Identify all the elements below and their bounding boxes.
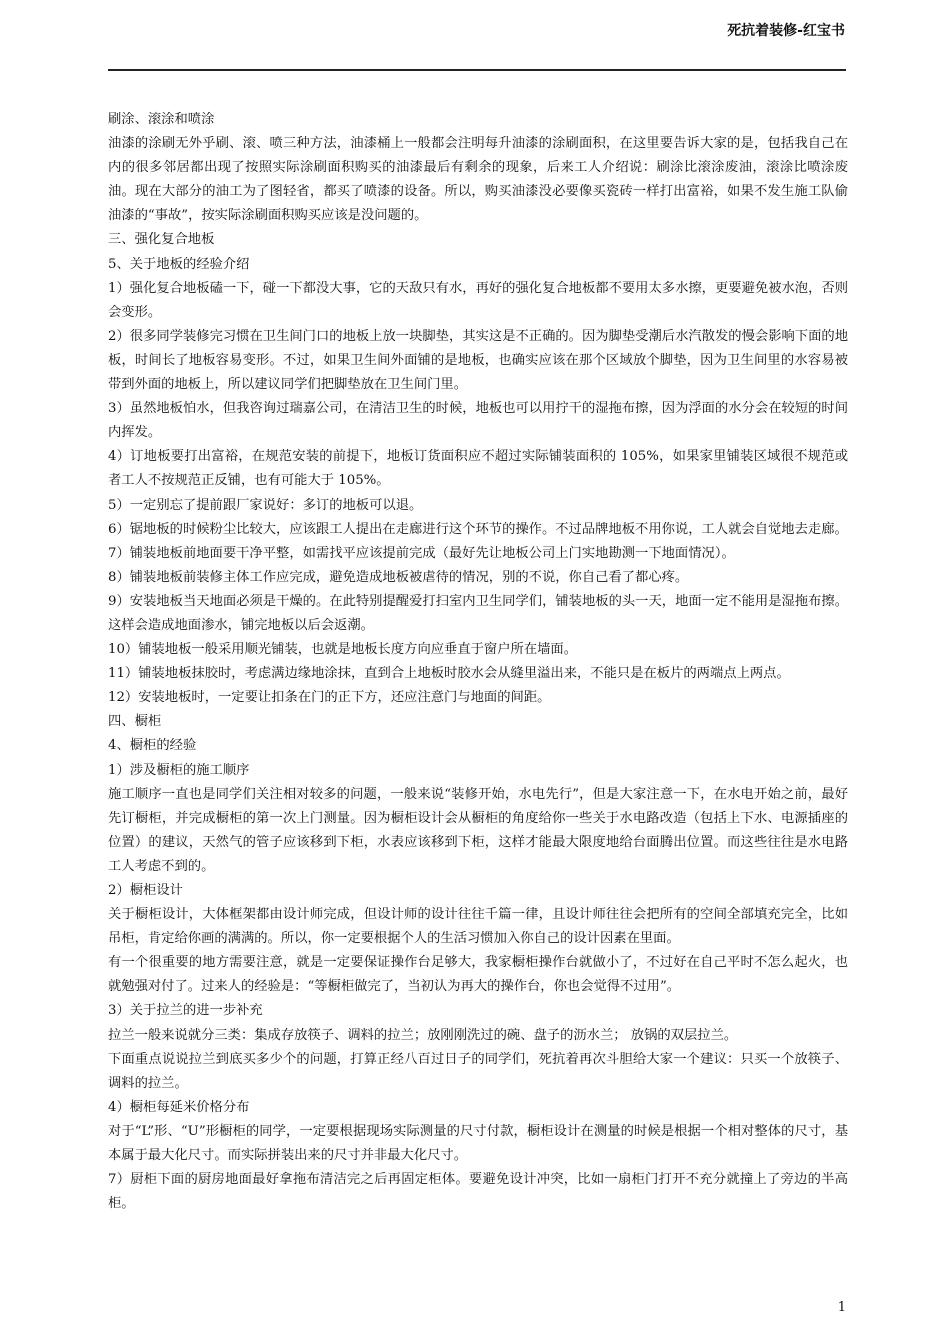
paragraph: 4）橱柜每延米价格分布 bbox=[108, 1099, 250, 1115]
paragraph: 3）虽然地板怕水，但我咨询过瑞嘉公司，在清洁卫生的时候，地板也可以用拧干的湿拖布擦，因为浮面的水分会在较短的时间内挥发。 bbox=[108, 401, 848, 441]
paragraph: 四、橱柜 bbox=[108, 714, 162, 730]
paragraph: 10）铺装地板一般采用顺光铺装，也就是地板长度方向应垂直于窗户所在墙面。 bbox=[108, 642, 578, 658]
paragraph: 9）安装地板当天地面必须是干燥的。在此特别提醒爱打扫室内卫生同学们，铺装地板的头一天，地面一定不能用是湿拖布擦。这样会造成地面渗水，铺完地板以后会返潮。 bbox=[108, 593, 848, 633]
paragraph: 2）很多同学装修完习惯在卫生间门口的地板上放一块脚垫，其实这是不正确的。因为脚垫受潮后水汽散发的慢会影响下面的地板，时间长了地板容易变形。不过，如果卫生间外面铺的是地板，也确实应该在那个区域放个脚垫，因为卫生间里的水容易被带到外面的地板上，所以建议同学们把脚垫放在卫生间门里。 bbox=[108, 328, 848, 393]
header-title: 死抗着装修-红宝书 bbox=[727, 23, 845, 39]
paragraph: 6）锯地板的时候粉尘比较大，应该跟工人提出在走廊进行这个环节的操作。不过品牌地板不用你说，工人就会自觉地去走廊。 bbox=[108, 521, 848, 537]
paragraph: 刷涂、滚涂和喷涂 bbox=[108, 112, 215, 127]
paragraph: 3）关于拉兰的进一步补充 bbox=[108, 1003, 263, 1019]
paragraph: 施工顺序一直也是同学们关注相对较多的问题，一般来说“装修开始，水电先行”，但是大家注意一下，在水电开始之前，最好先订橱柜，并完成橱柜的第一次上门测量。因为橱柜设计会从橱柜的角度给你一些关于水电路改造（包括上下水、电源插座的位置）的建议，天然气的管子应该移到下柜，水表应该移到下柜，这样才能最大限度地给台面腾出位置。而这些往往是水电路工人考虑不到的。 bbox=[108, 786, 848, 874]
paragraph: 对于“L”形、“U”形橱柜的同学，一定要根据现场实际测量的尺寸付款，橱柜设计在测量的时候是根据一个相对整体的尺寸，基本属于最大化尺寸。而实际拼装出来的尺寸并非最大化尺寸。 bbox=[108, 1123, 848, 1164]
paragraph: 12）安装地板时，一定要让扣条在门的正下方，还应注意门与地面的间距。 bbox=[108, 690, 551, 706]
paragraph: 三、强化复合地板 bbox=[108, 232, 215, 248]
paragraph: 下面重点说说拉兰到底买多少个的问题，打算正经八百过日子的同学们，死抗着再次斗胆给大家一个建议：只买一个放筷子、调料的拉兰。 bbox=[108, 1051, 848, 1091]
document-body bbox=[108, 108, 848, 1216]
paragraph: 5）一定别忘了提前跟厂家说好：多订的地板可以退。 bbox=[108, 497, 423, 513]
paragraph: 有一个很重要的地方需要注意，就是一定要保证操作台足够大，我家橱柜操作台就做小了，不过好在自己平时不怎么起火，也就勉强对付了。过来人的经验是：“等橱柜做完了，当初认为再大的操作台，你也会觉得不过用”。 bbox=[108, 955, 848, 995]
paragraph: 5、关于地板的经验介绍 bbox=[108, 256, 250, 272]
header-divider bbox=[108, 69, 846, 71]
paragraph: 4、橱柜的经验 bbox=[108, 738, 197, 754]
paragraph: 关于橱柜设计，大体框架都由设计师完成，但设计师的设计往往千篇一律，且设计师往往会把所有的空间全部填充完全，比如吊柜，肯定给你画的满满的。所以，你一定要根据个人的生活习惯加入你自己的设计因素在里面。 bbox=[108, 907, 848, 947]
paragraph: 1）强化复合地板磕一下，碰一下都没大事，它的天敌只有水，再好的强化复合地板都不要用太多水擦，更要避免被水泡，否则会变形。 bbox=[108, 280, 848, 320]
paragraph: 油漆的涂刷无外乎刷、滚、喷三种方法，油漆桶上一般都会注明每升油漆的涂刷面积，在这里要告诉大家的是，包括我自己在内的很多邻居都出现了按照实际涂刷面积购买的油漆最后有剩余的现象，后来工人介绍说：刷涂比滚涂废油，滚涂比喷涂废油。现在大部分的油工为了图轻省，都买了喷漆的设备。所以，购买油漆没必要像买瓷砖一样打出富裕，如果不发生施工队偷油漆的“事故”，按实际涂刷面积购买应该是没问题的。 bbox=[108, 136, 848, 224]
paragraph: 11）铺装地板抹胶时，考虑满边缘地涂抹，直到合上地板时胶水会从缝里溢出来，不能只是在板片的两端点上两点。 bbox=[108, 666, 790, 682]
paragraph: 拉兰一般来说就分三类：集成存放筷子、调料的拉兰；放刚刚洗过的碗、盘子的沥水兰； 放锅的双层拉兰。 bbox=[108, 1027, 738, 1043]
paragraph: 7）厨柜下面的厨房地面最好拿拖布清洁完之后再固定柜体。要避免设计冲突，比如一扇柜门打开不充分就撞上了旁边的半高柜。 bbox=[108, 1172, 848, 1212]
paragraph: 8）铺装地板前装修主体工作应完成，避免造成地板被虐待的情况，别的不说，你自己看了都心疼。 bbox=[108, 569, 689, 585]
paragraph: 4）订地板要打出富裕，在规范安装的前提下，地板订货面积应不超过实际铺装面积的 105%，如果家里铺装区域很不规范或者工人不按规范正反铺，也有可能大于 105%。 bbox=[108, 449, 848, 489]
paragraph: 2）橱柜设计 bbox=[108, 883, 183, 898]
paragraph: 7）铺装地板前地面要干净平整，如需找平应该提前完成（最好先让地板公司上门实地勘测一下地面情况）。 bbox=[108, 545, 735, 561]
page-number: 1 bbox=[837, 1300, 846, 1315]
paragraph: 1）涉及橱柜的施工顺序 bbox=[108, 762, 250, 778]
